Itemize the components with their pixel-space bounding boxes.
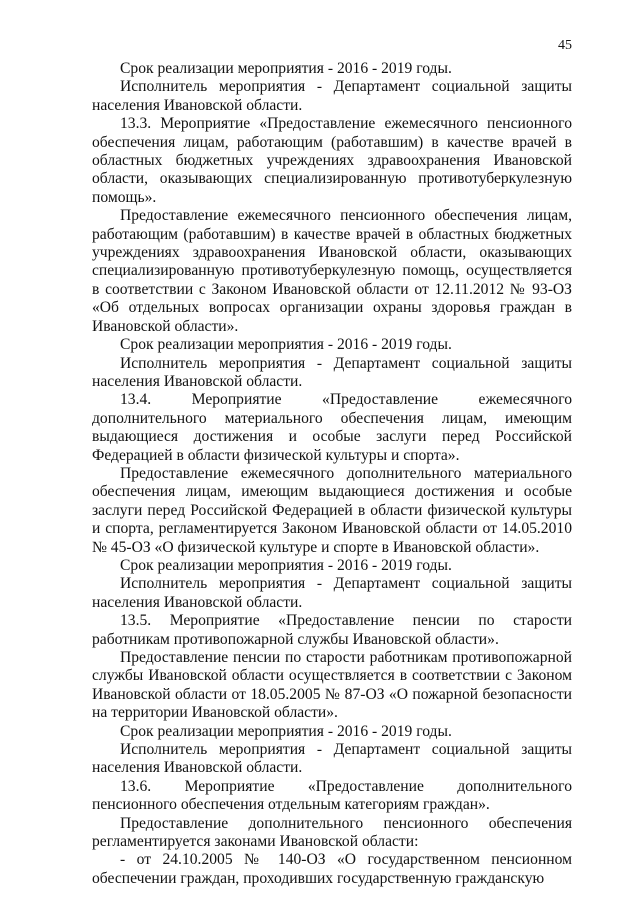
paragraph: Предоставление дополнительного пенсионного обеспечения регламентируется законами Ивановской области: (92, 814, 572, 851)
paragraph: 13.5. Мероприятие «Предоставление пенсии по старости работникам противопожарной службы Ивановской области». (92, 612, 572, 648)
paragraph: Срок реализации мероприятия - 2016 - 2019 годы. (120, 60, 452, 77)
paragraph: Исполнитель мероприятия - Департамент социальной защиты населения Ивановской области. (92, 78, 572, 114)
paragraph: Исполнитель мероприятия - Департамент социальной защиты населения Ивановской области. (92, 575, 572, 611)
page-number: 45 (558, 38, 572, 53)
paragraph: Срок реализации мероприятия - 2016 - 2019 годы. (120, 722, 452, 740)
paragraph: Исполнитель мероприятия - Департамент социальной защиты населения Ивановской области. (92, 741, 572, 777)
paragraph: 13.3. Мероприятие «Предоставление ежемесячного пенсионного обеспечения лицам, работающим (работавшим) в качестве врачей в областных бюджетных учреждениях здравоохранения Ивановской области, оказывающих специализированную противотуберкулезную помощь». (92, 115, 572, 206)
paragraph: 13.4. Мероприятие «Предоставление ежемесячного дополнительного материального обеспечения лицам, имеющим выдающиеся достижения и особые заслуги перед Российской Федерацией в области физической культуры и спорта». (92, 391, 572, 464)
paragraph: Предоставление пенсии по старости работникам противопожарной службы Ивановской области осуществляется в соответствии с Законом Ивановской области от 18.05.2005 № 87-ОЗ «О пожарной безопасности на территории Ивановской области». (92, 649, 572, 722)
paragraph: Исполнитель мероприятия - Департамент социальной защиты населения Ивановской области. (92, 354, 572, 390)
paragraph: Срок реализации мероприятия - 2016 - 2019 годы. (120, 556, 452, 574)
paragraph: Предоставление ежемесячного дополнительного материального обеспечения лицам, имеющим выдающиеся достижения и особые заслуги перед Российской Федерацией в области физической культуры и спорта, регламентируется Законом Ивановской области от 14.05.2010 № 45-ОЗ «О физической культуре и спорте в Ивановской области». (92, 464, 572, 556)
paragraph: Предоставление ежемесячного пенсионного обеспечения лицам, работающим (работавшим) в качестве врачей в областных бюджетных учреждениях здравоохранения Ивановской области, оказывающих специализированную противотуберкулезную помощь, осуществляется в соответствии с Законом Ивановской области от 12.11.2012 № 93-ОЗ «Об отдельных вопросах организации охраны здоровья граждан в Ивановской области». (92, 207, 572, 335)
document-body (92, 60, 572, 888)
paragraph: - от 24.10.2005 № 140-ОЗ «О государственном пенсионном обеспечении граждан, проходивших государственную гражданскую (92, 851, 572, 887)
paragraph: 13.6. Мероприятие «Предоставление дополнительного пенсионного обеспечения отдельным категориям граждан». (92, 777, 572, 814)
paragraph: Срок реализации мероприятия - 2016 - 2019 годы. (120, 336, 452, 354)
